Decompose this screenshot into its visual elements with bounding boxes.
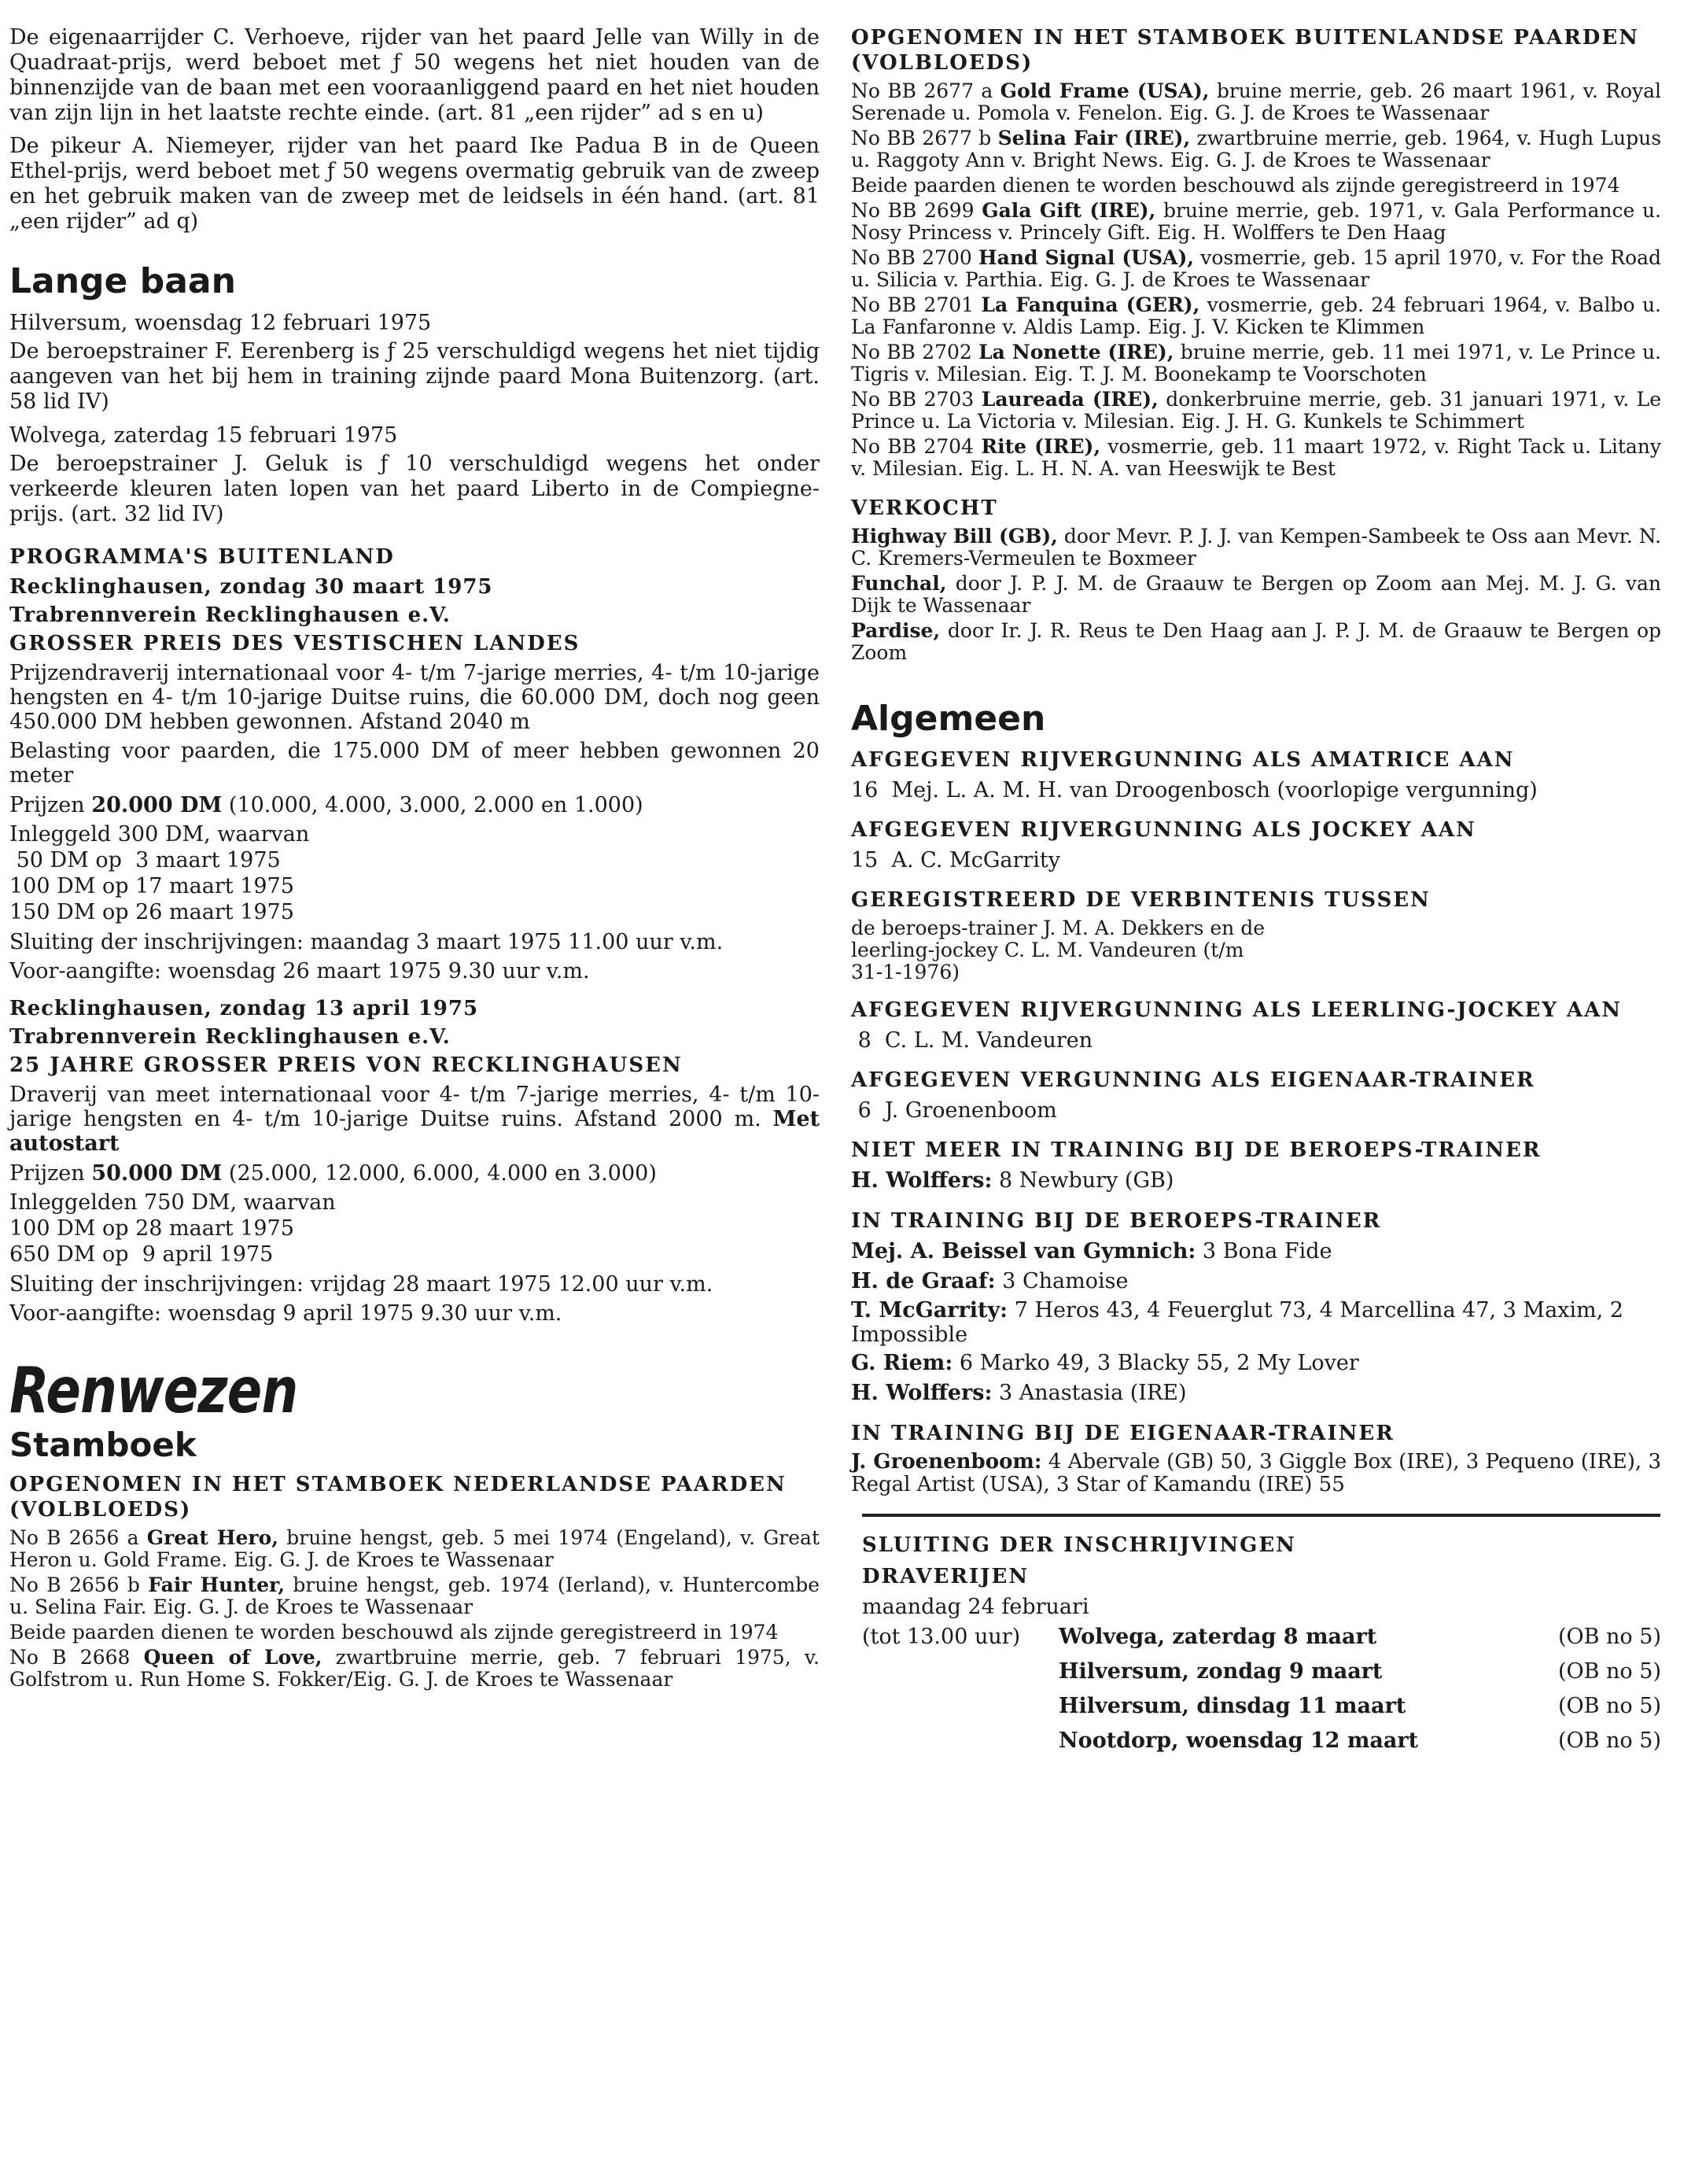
block-line: 16 Mej. L. A. M. H. van Droogenbosch (voorlopige vergunning) bbox=[851, 778, 1538, 802]
prijzen-detail: (10.000, 4.000, 3.000, 2.000 en 1.000) bbox=[228, 793, 643, 817]
horse-name: Laureada (IRE), bbox=[981, 388, 1159, 411]
heading-stamboek-buitenlandse: OPGENOMEN IN HET STAMBOEK BUITENLANDSE PAARDEN (VOLBLOEDS) bbox=[851, 26, 1639, 75]
inleg-line: 150 DM op 26 maart 1975 bbox=[9, 900, 294, 924]
trainer-item bbox=[851, 1451, 1661, 1496]
schedule-reference: (OB no 5) bbox=[1557, 1694, 1661, 1718]
stamboek-entry bbox=[851, 294, 1661, 338]
schedule-reference: (OB no 5) bbox=[1557, 1625, 1661, 1649]
race-autostart: Met autostart bbox=[9, 1107, 820, 1156]
stamboek-entry bbox=[851, 389, 1661, 433]
race-description: Prijzendraverij internationaal voor 4- t/m 7-jarige merries, 4- t/m 10-jarige hengsten en 4- t/m 10-jarige Duitse ruins, die 60.000 DM, doch nog geen 450.000 DM hebben gewonnen. Afstand 2040 m bbox=[9, 661, 820, 734]
trainer-horses: 3 Anastasia (IRE) bbox=[999, 1381, 1187, 1405]
entry-details: vosmerrie, geb. 11 maart 1972, v. Right Tack u. Litany v. Milesian. Eig. L. H. N. A. van Heeswijk te Best bbox=[851, 435, 1661, 480]
verkocht-entry bbox=[851, 573, 1661, 617]
schedule-time bbox=[862, 1655, 1059, 1689]
horse-name: Highway Bill (GB), bbox=[851, 525, 1058, 548]
stamboek-note bbox=[851, 175, 1661, 197]
entry-details: zwartbruine merrie, geb. 1964, v. Hugh Lupus u. Raggoty Ann v. Bright News. Eig. G. J. de Kroes te Wassenaar bbox=[851, 127, 1662, 172]
verkocht-entry bbox=[851, 526, 1661, 570]
trainer-name: G. Riem: bbox=[851, 1351, 953, 1375]
entry-details: Beide paarden dienen te worden beschouwd als zijnde geregistreerd in 1974 bbox=[9, 1621, 779, 1644]
horse-name: Funchal, bbox=[851, 572, 947, 595]
trainer-item bbox=[851, 1238, 1661, 1265]
algemeen-block bbox=[851, 817, 1661, 873]
trainer-horses: 7 Heros 43, 4 Feuerglut 73, 4 Marcellina 47, 3 Maxim, 2 Impossible bbox=[851, 1298, 1623, 1347]
trainer-item bbox=[851, 1298, 1661, 1347]
entry-number: No BB 2700 bbox=[851, 246, 972, 269]
trainer-horses: 6 Marko 49, 3 Blacky 55, 2 My Lover bbox=[959, 1351, 1359, 1375]
race-voor-aangifte: Voor-aangifte: woensdag 26 maart 1975 9.30 uur v.m. bbox=[9, 959, 590, 983]
race-organizer: Trabrennverein Recklinghausen e.V. bbox=[9, 603, 451, 627]
schedule-meeting: Wolvega, zaterdag 8 maart bbox=[1059, 1625, 1377, 1649]
left-column bbox=[9, 25, 820, 1694]
trainer-name: Mej. A. Beissel van Gymnich: bbox=[851, 1239, 1196, 1264]
horse-name: Rite (IRE), bbox=[981, 435, 1101, 458]
trainer-name: J. Groenenboom: bbox=[851, 1450, 1042, 1474]
intro-paragraph: De pikeur A. Niemeyer, rijder van het paard Ike Padua B in de Queen Ethel-prijs, werd beboet met ƒ 50 wegens overmatig gebruik van de zweep en het gebruik maken van de zweep met de leidsels in één hand. (art. 81 „een rijder” ad q) bbox=[9, 134, 820, 234]
schedule-meeting: Hilversum, zondag 9 maart bbox=[1059, 1659, 1383, 1684]
stamboek-entry bbox=[851, 341, 1661, 386]
race-description-text: Draverij van meet internationaal voor 4- t/m 7-jarige merries, 4- t/m 10-jarige hengsten en 4- t/m 10-jarige Duitse ruins. Afstand 2000 m. bbox=[9, 1083, 820, 1131]
heading-verkocht: VERKOCHT bbox=[851, 496, 998, 520]
divider-rule bbox=[862, 1514, 1660, 1517]
race-belasting: Belasting voor paarden, die 175.000 DM of meer hebben gewonnen 20 meter bbox=[9, 739, 820, 788]
race-prijzen bbox=[9, 1160, 820, 1186]
entry-details: Beide paarden dienen te worden beschouwd als zijnde geregistreerd in 1974 bbox=[851, 174, 1620, 197]
schedule-reference: (OB no 5) bbox=[1557, 1728, 1661, 1753]
trainer-name: T. McGarrity: bbox=[851, 1298, 1008, 1323]
block-line: 8 C. L. M. Vandeuren bbox=[851, 1028, 1093, 1053]
race-organizer: Trabrennverein Recklinghausen e.V. bbox=[9, 1025, 451, 1049]
stamboek-note bbox=[9, 1621, 820, 1644]
stamboek-entry bbox=[851, 436, 1661, 480]
race-sluiting: Sluiting der inschrijvingen: maandag 3 maart 1975 11.00 uur v.m. bbox=[9, 930, 724, 954]
section-heading-lange-baan: Lange baan bbox=[9, 261, 236, 301]
entry-details: door J. P. J. M. de Graauw te Bergen op Zoom aan Mej. M. J. G. van Dijk te Wassenaar bbox=[851, 572, 1662, 617]
stamboek-entry bbox=[851, 247, 1661, 291]
stamboek-entry bbox=[9, 1527, 820, 1571]
stamboek-entry bbox=[851, 80, 1661, 124]
niet-meer-block bbox=[851, 1138, 1661, 1194]
entry-number: No BB 2677 b bbox=[851, 127, 992, 149]
schedule-row bbox=[862, 1620, 1661, 1655]
prijzen-label: Prijzen bbox=[9, 793, 85, 817]
algemeen-block bbox=[851, 1068, 1661, 1123]
horse-name: Gala Gift (IRE), bbox=[982, 199, 1156, 222]
entry-details: bruine merrie, geb. 11 mei 1971, v. Le Prince u. Tigris v. Milesian. Eig. T. J. M. Boonekamp te Voorschoten bbox=[851, 341, 1661, 386]
buitenlandse-list bbox=[851, 80, 1661, 480]
entry-details: vosmerrie, geb. 15 april 1970, v. For the Road u. Silicia v. Parthia. Eig. G. J. de Kroes te Wassenaar bbox=[851, 246, 1662, 291]
block-line: de beroeps-trainer J. M. A. Dekkers en de bbox=[851, 917, 1266, 939]
schedule-time: (tot 13.00 uur) bbox=[862, 1625, 1021, 1649]
trainer-item bbox=[851, 1268, 1661, 1295]
entry-details: donkerbruine merrie, geb. 31 januari 1971, v. Le Prince u. La Victoria v. Milesian. Eig. J. H. G. Kunkels te Schimmert bbox=[851, 388, 1662, 433]
entry-details: door Ir. J. R. Reus te Den Haag aan J. P. J. M. de Graauw te Bergen op Zoom bbox=[851, 619, 1662, 664]
dateline: Hilversum, woensdag 12 februari 1975 bbox=[9, 311, 432, 335]
horse-name: Pardise, bbox=[851, 619, 941, 642]
heading-programmas-buitenland: PROGRAMMA'S BUITENLAND bbox=[9, 545, 395, 569]
notice-paragraph: De beroepstrainer F. Eerenberg is ƒ 25 verschuldigd wegens het niet tijdig aangeven van het bij hem in training zijnde paard Mona Buitenzorg. (art. 58 lid IV) bbox=[9, 339, 820, 414]
heading-stamboek: Stamboek bbox=[9, 1426, 197, 1464]
block-title: AFGEGEVEN RIJVERGUNNING ALS AMATRICE AAN bbox=[851, 748, 1515, 772]
race-recklinghausen-30-maart bbox=[9, 574, 820, 983]
schedule-time bbox=[862, 1724, 1059, 1758]
prijzen-amount: 20.000 DM bbox=[91, 793, 223, 817]
trainer-name: H. de Graaf: bbox=[851, 1269, 996, 1293]
block-title: GEREGISTREERD DE VERBINTENIS TUSSEN bbox=[851, 888, 1431, 912]
inleg-line: 100 DM op 17 maart 1975 bbox=[9, 874, 294, 898]
race-prijzen bbox=[9, 792, 820, 818]
stamboek-entry bbox=[851, 127, 1661, 172]
block-line: 15 A. C. McGarrity bbox=[851, 848, 1061, 872]
block-title: IN TRAINING BIJ DE EIGENAAR-TRAINER bbox=[851, 1422, 1395, 1445]
schedule-meeting: Nootdorp, woensdag 12 maart bbox=[1059, 1728, 1419, 1753]
entry-details: bruine merrie, geb. 26 maart 1961, v. Royal Serenade u. Pomola v. Fenelon. Eig. G. J. de Kroes te Wassenaar bbox=[851, 79, 1662, 124]
trainer-name: H. Wolffers: bbox=[851, 1168, 993, 1193]
algemeen-block bbox=[851, 998, 1661, 1053]
entry-details: door Mevr. P. J. J. van Kempen-Sambeek te Oss aan Mevr. N. C. Kremers-Vermeulen te Boxmeer bbox=[851, 525, 1661, 570]
schedule-row bbox=[862, 1724, 1661, 1758]
entry-details: vosmerrie, geb. 24 februari 1964, v. Balbo u. La Fanfaronne v. Aldis Lamp. Eig. J. V. Kicken te Klimmen bbox=[851, 293, 1661, 338]
horse-name: Gold Frame (USA), bbox=[1000, 79, 1210, 102]
trainer-horses: 3 Bona Fide bbox=[1202, 1239, 1332, 1264]
heading-renwezen: Renwezen bbox=[9, 1354, 298, 1427]
dateline: Wolvega, zaterdag 15 februari 1975 bbox=[9, 423, 398, 448]
race-voor-aangifte: Voor-aangifte: woensdag 9 april 1975 9.30 uur v.m. bbox=[9, 1301, 562, 1326]
prijzen-amount: 50.000 DM bbox=[91, 1161, 223, 1186]
sluiting-heading: SLUITING DER INSCHRIJVINGEN bbox=[862, 1533, 1296, 1557]
entry-details: bruine hengst, geb. 5 mei 1974 (Engeland), v. Great Heron u. Gold Frame. Eig. G. J. de Kroes te Wassenaar bbox=[9, 1526, 820, 1571]
block-title: AFGEGEVEN RIJVERGUNNING ALS JOCKEY AAN bbox=[851, 818, 1476, 842]
horse-name: Selina Fair (IRE), bbox=[997, 127, 1191, 149]
verkocht-entry bbox=[851, 620, 1661, 664]
entry-number: No BB 2704 bbox=[851, 435, 974, 458]
entry-number: No BB 2702 bbox=[851, 341, 972, 363]
stamboek-entry bbox=[9, 1647, 820, 1691]
schedule-reference: (OB no 5) bbox=[1557, 1659, 1661, 1684]
entry-number: No BB 2699 bbox=[851, 199, 975, 222]
intro-paragraph: De eigenaarrijder C. Verhoeve, rijder van het paard Jelle van Willy in de Quadraat-prijs, werd beboet met ƒ 50 wegens het niet houden van de binnenzijde van de baan met een vooraanliggend paard en het niet houden van zijn lijn in het laatste rechte einde. (art. 81 „een rijder” ad s en u) bbox=[9, 25, 820, 125]
inleg-line: Inleggelden 750 DM, waarvan bbox=[9, 1190, 336, 1215]
horse-name: La Fanquina (GER), bbox=[981, 293, 1200, 316]
entry-number: No BB 2701 bbox=[851, 293, 975, 316]
schedule-row bbox=[862, 1655, 1661, 1689]
notice-paragraph: De beroepstrainer J. Geluk is ƒ 10 verschuldigd wegens het onder verkeerde kleuren laten lopen van het paard Liberto in de Compiegne-prijs. (art. 32 lid IV) bbox=[9, 452, 820, 526]
prijzen-detail: (25.000, 12.000, 6.000, 4.000 en 3.000) bbox=[228, 1161, 657, 1186]
entry-number: No B 2656 b bbox=[9, 1573, 140, 1596]
heading-stamboek-nederlandse: OPGENOMEN IN HET STAMBOEK NEDERLANDSE PAARDEN (VOLBLOEDS) bbox=[9, 1473, 787, 1522]
sluiting-block bbox=[851, 1533, 1661, 1758]
race-date: Recklinghausen, zondag 30 maart 1975 bbox=[9, 575, 493, 599]
entry-number: No B 2668 bbox=[9, 1646, 131, 1669]
horse-name: Queen of Love, bbox=[143, 1646, 322, 1669]
algemeen-block bbox=[851, 887, 1661, 983]
trainer-item bbox=[851, 1168, 1661, 1194]
schedule-time bbox=[862, 1689, 1059, 1724]
block-title: NIET MEER IN TRAINING BIJ DE BEROEPS-TRAINER bbox=[851, 1138, 1542, 1162]
inleg-line: 650 DM op 9 april 1975 bbox=[9, 1242, 274, 1267]
horse-name: Fair Hunter, bbox=[148, 1573, 286, 1596]
race-sluiting: Sluiting der inschrijvingen: vrijdag 28 maart 1975 12.00 uur v.m. bbox=[9, 1272, 713, 1297]
race-recklinghausen-13-april bbox=[9, 996, 820, 1326]
section-heading-algemeen: Algemeen bbox=[851, 699, 1046, 739]
entry-number: No B 2656 a bbox=[9, 1526, 139, 1549]
race-title: GROSSER PREIS DES VESTISCHEN LANDES bbox=[9, 632, 580, 655]
prijzen-label: Prijzen bbox=[9, 1161, 85, 1186]
schedule-row bbox=[862, 1689, 1661, 1724]
entry-number: No BB 2703 bbox=[851, 388, 975, 411]
race-date: Recklinghausen, zondag 13 april 1975 bbox=[9, 997, 479, 1020]
inleg-line: Inleggeld 300 DM, waarvan bbox=[9, 822, 310, 847]
horse-name: La Nonette (IRE), bbox=[978, 341, 1174, 363]
race-description bbox=[9, 1083, 820, 1156]
trainer-horses: 4 Abervale (GB) 50, 3 Giggle Box (IRE), 3 Pequeno (IRE), 3 Regal Artist (USA), 3 Star of Kamandu (IRE) 55 bbox=[851, 1450, 1662, 1496]
inleg-line: 50 DM op 3 maart 1975 bbox=[9, 848, 281, 872]
trainer-item bbox=[851, 1380, 1661, 1407]
entry-details: bruine hengst, geb. 1974 (Ierland), v. Huntercombe u. Selina Fair. Eig. G. J. de Kroes te Wassenaar bbox=[9, 1573, 820, 1618]
block-line: 6 J. Groenenboom bbox=[851, 1098, 1057, 1123]
algemeen-block bbox=[851, 747, 1661, 803]
trainer-horses: 3 Chamoise bbox=[1002, 1269, 1129, 1293]
block-title: AFGEGEVEN RIJVERGUNNING ALS LEERLING-JOCKEY AAN bbox=[851, 998, 1623, 1022]
schedule-meeting: Hilversum, dinsdag 11 maart bbox=[1059, 1694, 1406, 1718]
horse-name: Hand Signal (USA), bbox=[978, 246, 1194, 269]
horse-name: Great Hero, bbox=[146, 1526, 278, 1549]
eigenaar-block bbox=[851, 1421, 1661, 1496]
right-column bbox=[851, 25, 1661, 1758]
trainer-item bbox=[851, 1350, 1661, 1377]
block-title: IN TRAINING BIJ DE BEROEPS-TRAINER bbox=[851, 1209, 1382, 1233]
entry-number: No BB 2677 a bbox=[851, 79, 993, 102]
inleg-line: 100 DM op 28 maart 1975 bbox=[9, 1216, 294, 1241]
stamboek-entry bbox=[851, 200, 1661, 244]
sluiting-subheading: DRAVERIJEN bbox=[862, 1565, 1030, 1588]
trainer-horses: 8 Newbury (GB) bbox=[999, 1168, 1174, 1193]
block-line: 31-1-1976) bbox=[851, 961, 960, 983]
block-title: AFGEGEVEN VERGUNNING ALS EIGENAAR-TRAINER bbox=[851, 1068, 1535, 1092]
in-training-block bbox=[851, 1208, 1661, 1407]
stamboek-entry bbox=[9, 1574, 820, 1618]
block-line: leerling-jockey C. L. M. Vandeuren (t/m bbox=[851, 939, 1244, 961]
entry-details: zwartbruine merrie, geb. 7 februari 1975, v. Golfstrom u. Run Home S. Fokker/Eig. G. J. de Kroes te Wassenaar bbox=[9, 1646, 820, 1691]
race-title: 25 JAHRE GROSSER PREIS VON RECKLINGHAUSEN bbox=[9, 1053, 683, 1077]
entry-details: bruine merrie, geb. 1971, v. Gala Performance u. Nosy Princess v. Princely Gift. Eig. H. Wolffers te Den Haag bbox=[851, 199, 1661, 244]
sluiting-date: maandag 24 februari bbox=[862, 1595, 1089, 1619]
trainer-name: H. Wolffers: bbox=[851, 1381, 993, 1405]
